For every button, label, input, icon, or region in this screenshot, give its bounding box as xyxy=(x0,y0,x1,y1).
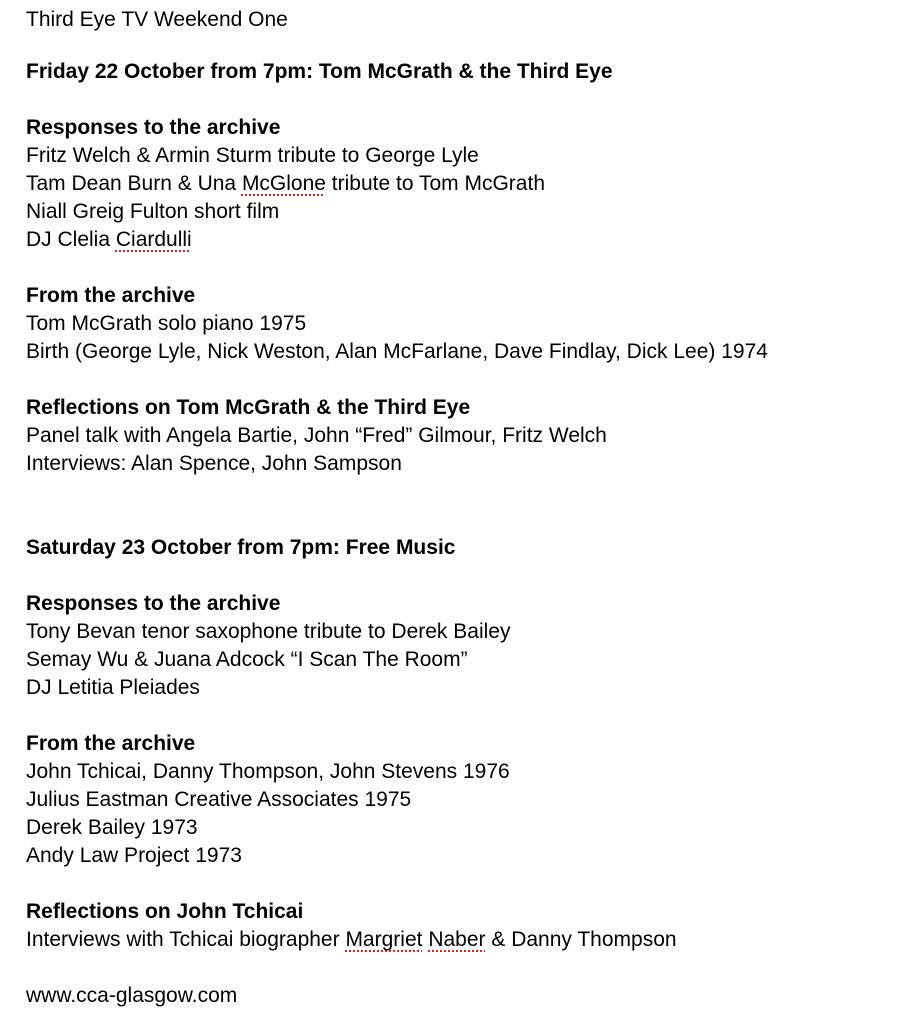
spellcheck-flagged-word[interactable]: Naber xyxy=(428,928,486,951)
spellcheck-flagged-word[interactable]: Ciardulli xyxy=(115,228,192,251)
saturday-archive-heading: From the archive xyxy=(26,732,196,755)
text-segment: tribute to Tom McGrath xyxy=(325,172,545,195)
friday-archive-heading: From the archive xyxy=(26,284,196,307)
saturday-reflections-heading: Reflections on John Tchicai xyxy=(26,900,304,923)
friday-reflections-heading: Reflections on Tom McGrath & the Third Eye xyxy=(26,396,471,419)
website-url[interactable]: www.cca-glasgow.com xyxy=(26,984,238,1007)
spellcheck-flagged-word[interactable]: Margriet xyxy=(345,928,423,951)
friday-title: Friday 22 October from 7pm: Tom McGrath & the Third Eye xyxy=(26,60,613,83)
saturday-archive-item: Derek Bailey 1973 xyxy=(26,816,198,839)
text-segment: & Danny Thompson xyxy=(485,928,677,951)
saturday-archive-item: Julius Eastman Creative Associates 1975 xyxy=(26,788,412,811)
saturday-archive-item: John Tchicai, Danny Thompson, John Stevens 1976 xyxy=(26,760,510,783)
friday-responses-item xyxy=(26,226,192,254)
saturday-responses-heading: Responses to the archive xyxy=(26,592,281,615)
friday-responses-heading: Responses to the archive xyxy=(26,116,281,139)
text-segment: Interviews with Tchicai biographer xyxy=(26,928,346,951)
saturday-responses-item: Tony Bevan tenor saxophone tribute to Derek Bailey xyxy=(26,620,511,643)
saturday-responses-item: DJ Letitia Pleiades xyxy=(26,676,200,699)
document-header: Third Eye TV Weekend One xyxy=(26,8,288,31)
friday-reflections-item: Panel talk with Angela Bartie, John “Fred” Gilmour, Fritz Welch xyxy=(26,424,607,447)
text-segment: Tam Dean Burn & Una xyxy=(26,172,242,195)
friday-responses-item: Niall Greig Fulton short film xyxy=(26,200,280,223)
text-segment: DJ Clelia xyxy=(26,228,116,251)
friday-reflections-item: Interviews: Alan Spence, John Sampson xyxy=(26,452,402,475)
saturday-reflections-item xyxy=(26,926,677,954)
friday-responses-item xyxy=(26,170,545,198)
saturday-responses-item: Semay Wu & Juana Adcock “I Scan The Room” xyxy=(26,648,468,671)
friday-responses-item: Fritz Welch & Armin Sturm tribute to George Lyle xyxy=(26,144,479,167)
spellcheck-flagged-word[interactable]: McGlone xyxy=(241,172,326,195)
friday-archive-item: Tom McGrath solo piano 1975 xyxy=(26,312,307,335)
saturday-title: Saturday 23 October from 7pm: Free Music xyxy=(26,536,456,559)
friday-archive-item: Birth (George Lyle, Nick Weston, Alan McFarlane, Dave Findlay, Dick Lee) 1974 xyxy=(26,340,768,363)
saturday-archive-item: Andy Law Project 1973 xyxy=(26,844,242,867)
